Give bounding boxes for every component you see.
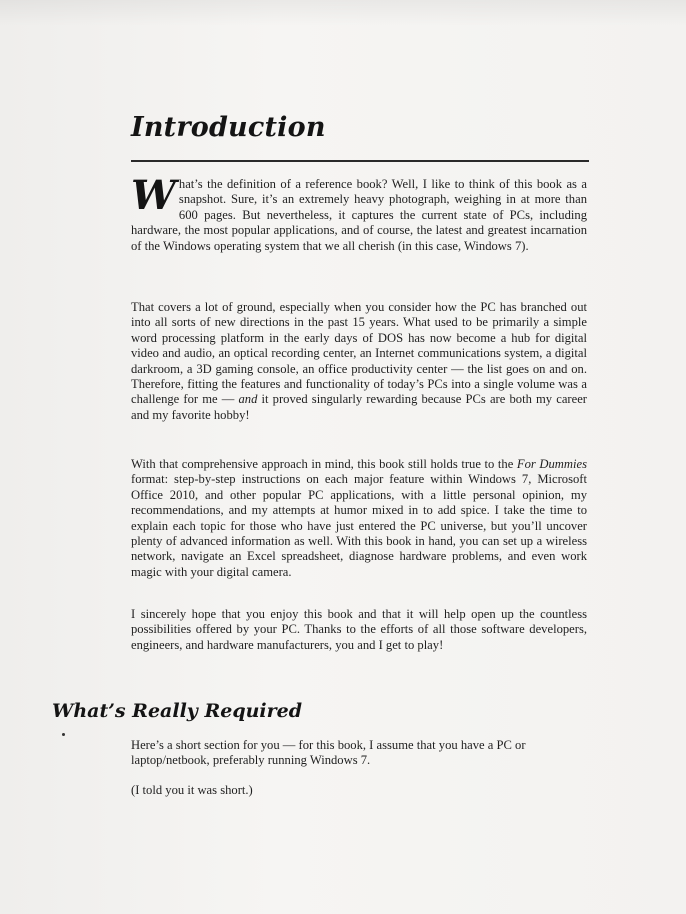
paragraph-3-text-a: With that comprehensive approach in mind, this book still holds true to the [131,457,517,471]
paragraph-3-emphasis: For Dummies [516,457,587,471]
paragraph-2-text-b: it proved singularly rewarding because PCs are both my career and my favorite hobby! [131,392,587,422]
title-rule [131,160,589,162]
section-heading: What’s Really Required [52,700,303,722]
intro-paragraph-3 [131,457,587,580]
paragraph-2-text-a: That covers a lot of ground, especially when you consider how the PC has branched out into all sorts of new directions in the past 15 years. What used to be primarily a simple word processing platform in the early days of DOS has now become a hub for digital video and audio, an optical recording center, an Internet communications system, a digital darkroom, a 3D gaming console, an office productivity center — the list goes on and on. Therefore, fitting the features and functionality of today’s PCs into a single volume was a challenge for me — [131,300,587,407]
intro-paragraph-1 [131,172,587,254]
section-paragraph-2: (I told you it was short.) [131,783,253,797]
intro-paragraph-2 [131,300,587,423]
paragraph-2-emphasis: and [238,392,258,407]
margin-dot [62,733,65,736]
section-paragraph-1: Here’s a short section for you — for this book, I assume that you have a PC or laptop/netbook, preferably running Windows 7. [131,738,526,768]
drop-cap: W [131,172,176,219]
paragraph-3-text-b: format: step-by-step instructions on each major feature within Windows 7, Microsoft Office 2010, and other popular PC applications, with a little personal opinion, my recommendations, and my attempts at humor mixed in to add spice. I take the time to explain each topic for those who have just entered the PC universe, but you’ll uncover plenty of advanced information as well. With this book in hand, you can set up a wireless network, navigate an Excel spreadsheet, diagnose hardware problems, and even work magic with your digital camera. [131,472,587,579]
paragraph-1-text: hat’s the definition of a reference book? Well, I like to think of this book as a snapshot. Sure, it’s an extremely heavy photograph, weighing in at more than 600 pages. But nevertheless, it captures the current state of PCs, including hardware, the most popular applications, and of course, the latest and greatest incarnation of the Windows operating system that we all cherish (in this case, Windows 7). [131,177,587,253]
chapter-title: Introduction [131,112,326,143]
intro-paragraph-4: I sincerely hope that you enjoy this book and that it will help open up the countless possibilities offered by your PC. Thanks to the efforts of all those software developers, engineers, and hardware manufacturers, you and I get to play! [131,607,587,652]
page-shadow [0,0,686,26]
